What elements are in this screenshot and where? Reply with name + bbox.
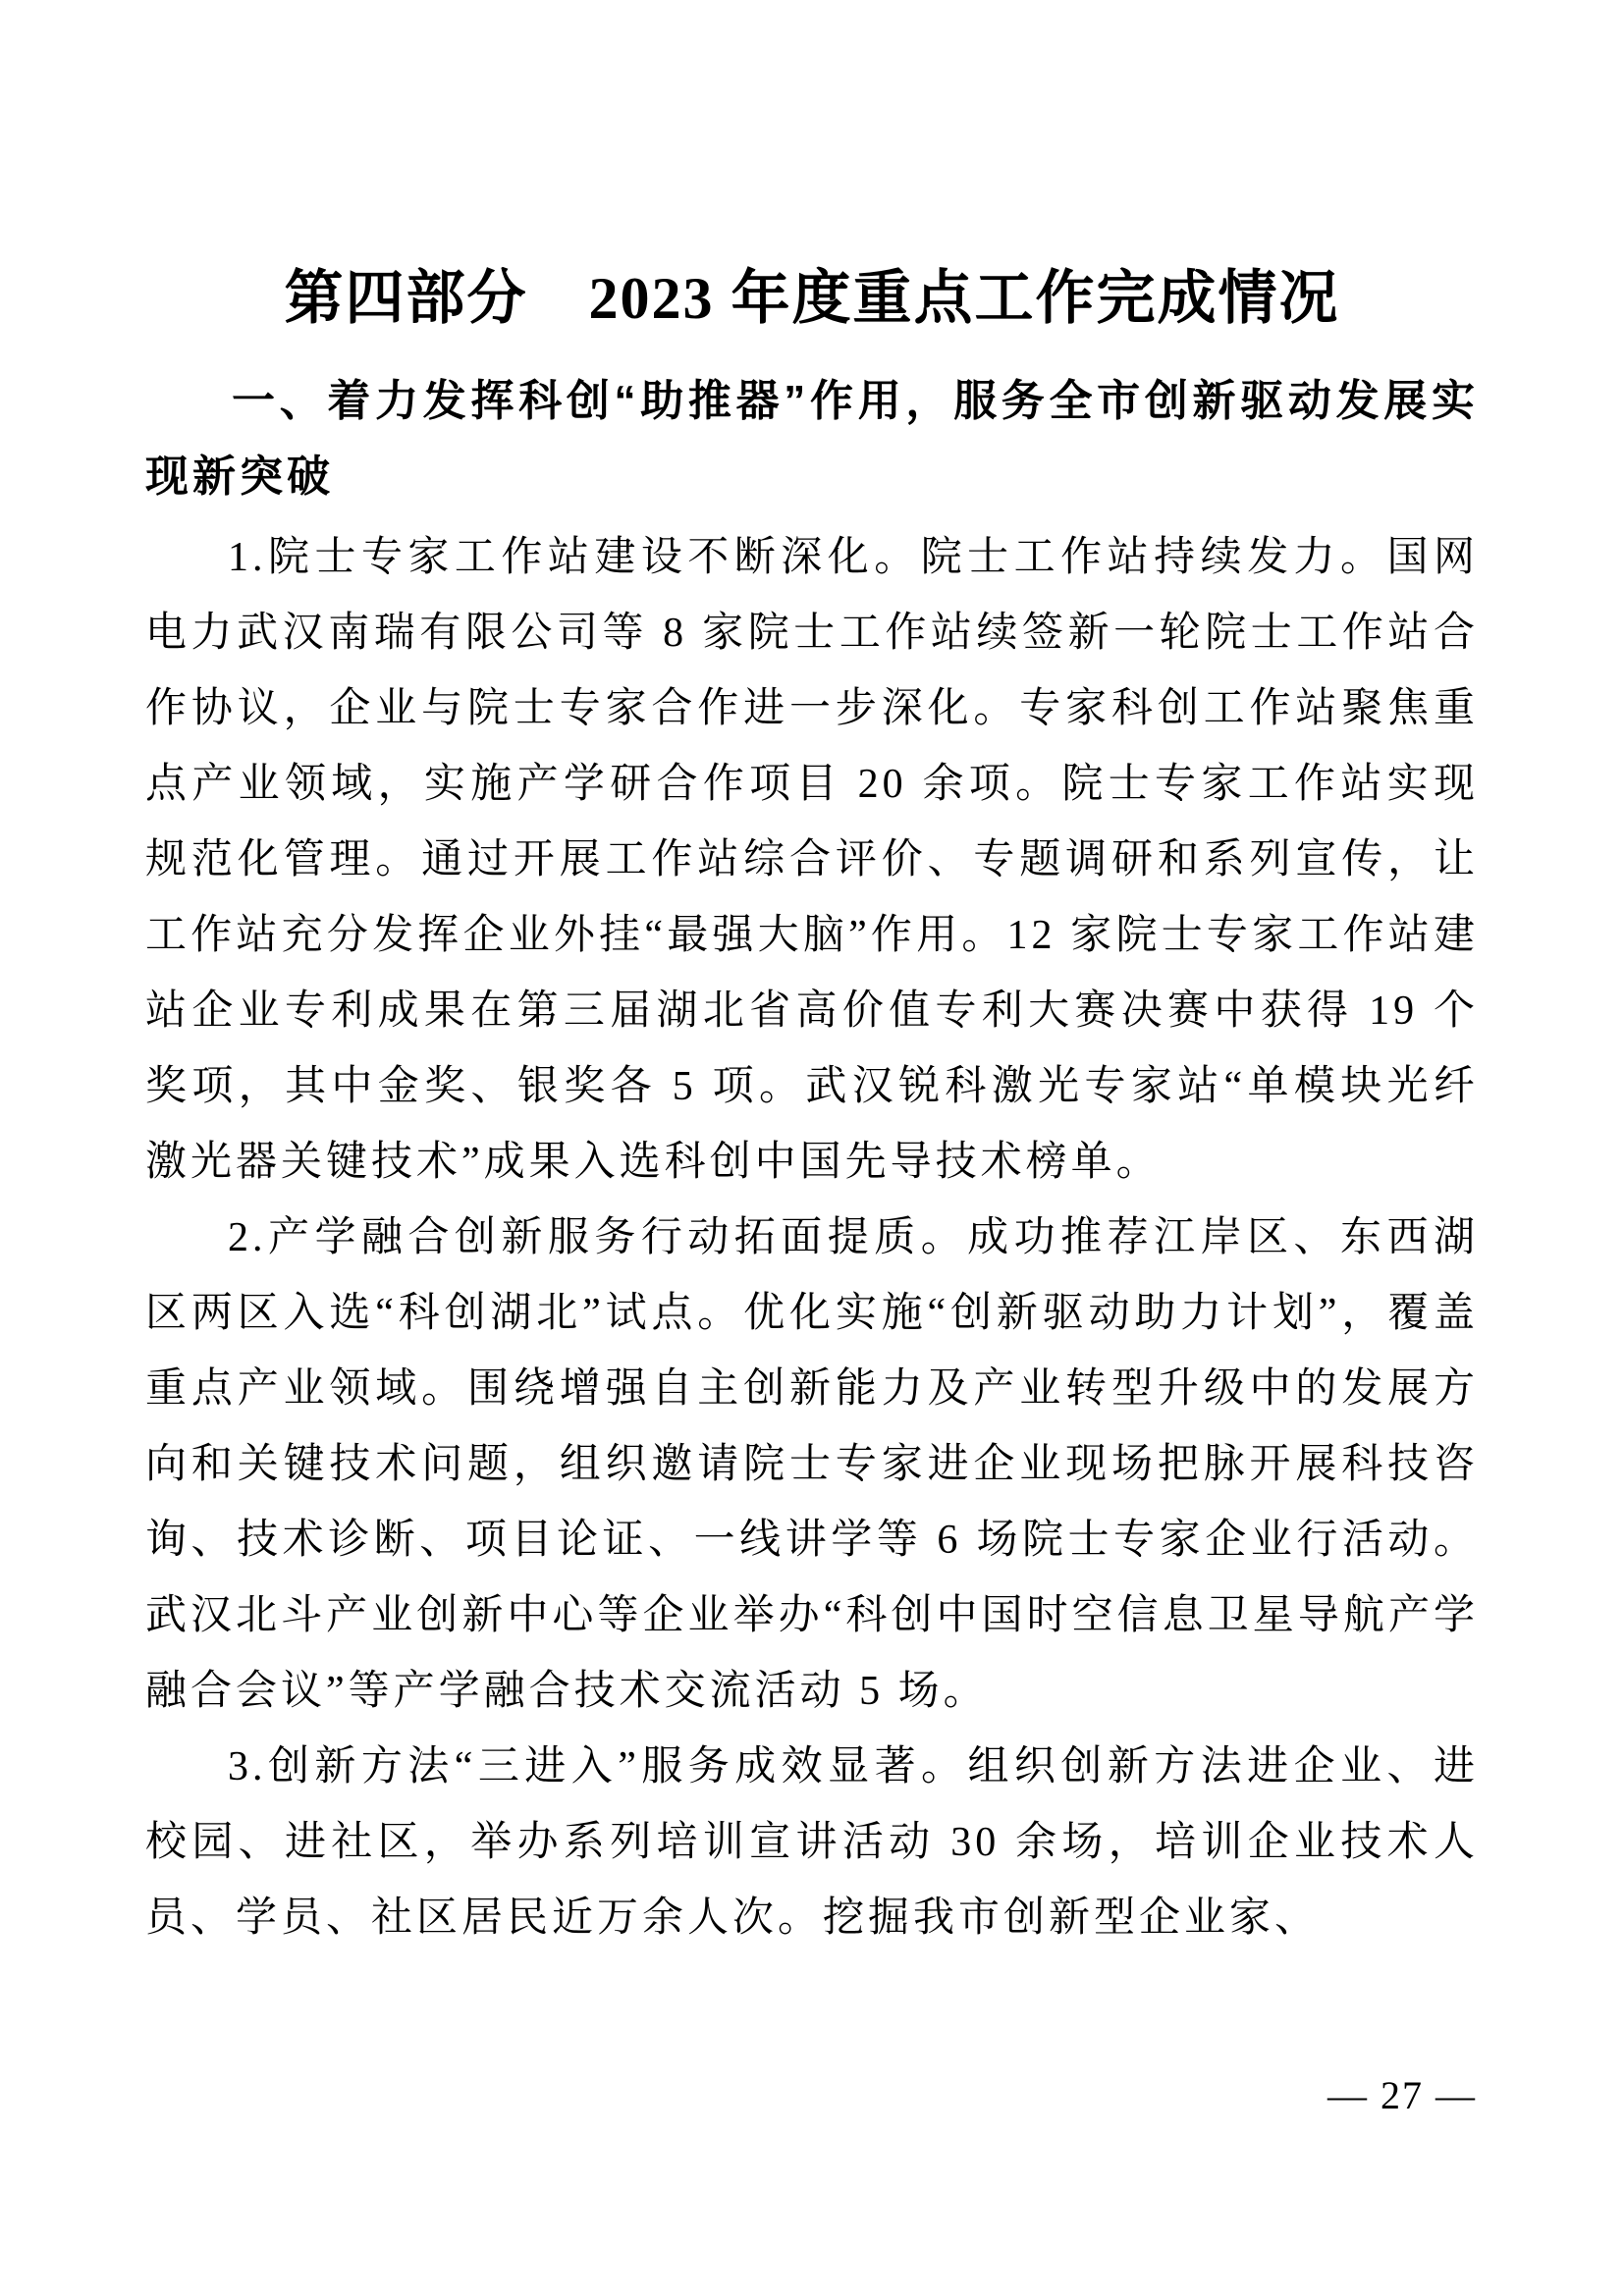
body-paragraph-3: 3.创新方法“三进入”服务成效显著。组织创新方法进企业、进校园、进社区，举办系列培训宣讲活动 30 余场，培训企业技术人员、学员、社区居民近万余人次。挖掘我市创新型企业家、 [145,1744,1479,1941]
body-text [145,520,1479,1956]
body-paragraph-2: 2.产学融合创新服务行动拓面提质。成功推荐江岸区、东西湖区两区入选“科创湖北”试点。优化实施“创新驱动助力计划”，覆盖重点产业领域。围绕增强自主创新能力及产业转型升级中的发展方向和关键技术问题，组织邀请院士专家进企业现场把脉开展科技咨询、技术诊断、项目论证、一线讲学等 6 场院士专家企业行活动。武汉北斗产业创新中心等企业举办“科创中国时空信息卫星导航产学融合会议”等产学融合技术交流活动 5 场。 [145,1215,1479,1714]
section-heading: 一、着力发挥科创“助推器”作用，服务全市创新驱动发展实现新突破 [145,377,1479,501]
page-number: — 27 — [1327,2073,1477,2117]
page-title: 第四部分 2023 年度重点工作完成情况 [284,266,1340,331]
body-paragraph-1: 1.院士专家工作站建设不断深化。院士工作站持续发力。国网电力武汉南瑞有限公司等 8 家院士工作站续签新一轮院士工作站合作协议，企业与院士专家合作进一步深化。专家科创工作站聚焦重点产业领域，实施产学研合作项目 20 余项。院士专家工作站实现规范化管理。通过开展工作站综合评价、专题调研和系列宣传，让工作站充分发挥企业外挂“最强大脑”作用。12 家院士专家工作站建站企业专利成果在第三届湖北省高价值专利大赛决赛中获得 19 个奖项，其中金奖、银奖各 5 项。武汉锐科激光专家站“单模块光纤激光器关键技术”成果入选科创中国先导技术榜单。 [145,535,1479,1185]
